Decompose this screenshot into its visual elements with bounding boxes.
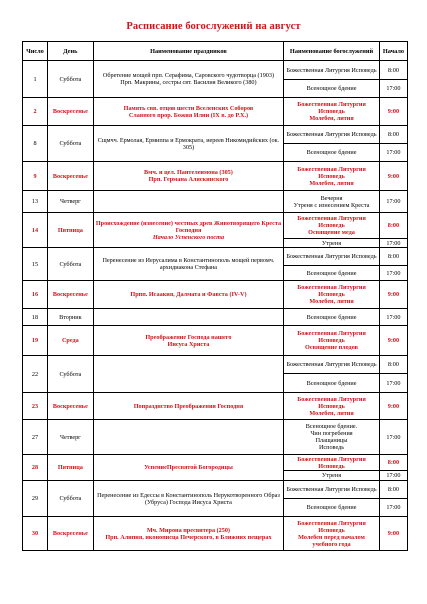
header-num: Число (23, 42, 48, 61)
feast-name (93, 248, 283, 281)
service-name (284, 213, 380, 239)
day-number: 1 (23, 61, 48, 98)
service-name: Божественная Литургия Исповедь (284, 455, 380, 471)
day-number: 29 (23, 481, 48, 517)
service-line: Исповедь (318, 222, 345, 229)
service-time: 17:00 (379, 471, 407, 481)
service-name (284, 326, 380, 356)
weekday: Пятница (47, 455, 93, 481)
day-number: 30 (23, 517, 48, 551)
service-name (284, 517, 380, 551)
service-name: Всенощное бдение (284, 266, 380, 281)
service-time: 9:00 (379, 162, 407, 191)
feast-note: Начало Успенского поста (152, 233, 225, 241)
service-time: 8:00 (379, 481, 407, 499)
service-name: Всенощное бдение (284, 499, 380, 517)
service-time: 8:00 (379, 213, 407, 239)
header-service: Наименование богослужений (284, 42, 380, 61)
table-row (23, 420, 408, 455)
service-time: 17:00 (379, 239, 407, 248)
day-number: 2 (23, 98, 48, 126)
feast-name (93, 455, 283, 481)
service-time: 8:00 (379, 455, 407, 471)
service-line: Божественная Литургия (297, 215, 366, 222)
schedule-table (22, 41, 408, 551)
weekday: Воскресенье (47, 98, 93, 126)
service-line: Исповедь (318, 402, 345, 410)
service-line: Божественная Литургия (297, 330, 366, 337)
table-row (23, 393, 408, 420)
weekday: Воскресенье (47, 162, 93, 191)
feast-line: Преображение Господа нашего (145, 333, 232, 341)
table-row (23, 213, 408, 239)
header-feast: Наименование праздников (93, 42, 283, 61)
service-line: Плащаницы (315, 437, 348, 444)
service-time: 8:00 (379, 61, 407, 80)
feast-name (93, 61, 283, 98)
feast-name (93, 213, 283, 248)
day-number: 23 (23, 393, 48, 420)
service-line: Освящение плодов (305, 344, 358, 351)
feast-name (93, 162, 283, 191)
service-name: Божественная Литургия Исповедь (284, 481, 380, 499)
weekday: Суббота (47, 126, 93, 162)
day-number: 18 (23, 309, 48, 326)
service-time: 9:00 (379, 393, 407, 420)
table-row (23, 517, 408, 551)
weekday: Вторник (47, 309, 93, 326)
service-line: Молебен, лития (309, 115, 354, 122)
feast-line: Вмч. и цел. Пантелеимона (305) (144, 169, 233, 176)
day-number: 14 (23, 213, 48, 248)
header-time: Начало (379, 42, 407, 61)
weekday: Воскресенье (47, 281, 93, 309)
weekday: Суббота (47, 356, 93, 393)
service-time: 17:00 (379, 266, 407, 281)
weekday: Суббота (47, 248, 93, 281)
service-name (284, 281, 380, 309)
day-number: 27 (23, 420, 48, 455)
table-row (23, 309, 408, 326)
service-name: Всенощное бдение (284, 309, 380, 326)
feast-name (93, 393, 283, 420)
table-row (23, 281, 408, 309)
service-time: 9:00 (379, 326, 407, 356)
table-header-row (23, 42, 408, 61)
weekday: Воскресенье (47, 517, 93, 551)
day-number: 16 (23, 281, 48, 309)
service-time: 17:00 (379, 420, 407, 455)
feast-name (93, 420, 283, 455)
table-row (23, 248, 408, 266)
table-row (23, 191, 408, 213)
feast-line: Происхождение (изнесение) честных древ Животворящего Креста Господня (95, 219, 282, 234)
service-line: Исповедь (318, 526, 345, 534)
weekday: Воскресенье (47, 393, 93, 420)
service-line: Божественная Литургия (297, 395, 366, 403)
weekday: Среда (47, 326, 93, 356)
service-line: Божественная Литургия (297, 284, 366, 291)
service-time: 17:00 (379, 80, 407, 98)
table-row (23, 126, 408, 144)
table-row (23, 98, 408, 126)
service-name (284, 162, 380, 191)
service-line: Молебен, лития (309, 179, 354, 187)
service-time: 9:00 (379, 281, 407, 309)
weekday: Суббота (47, 61, 93, 98)
feast-line: Прп. Алипия, иконописца Печерского, в Ближних пещерах (105, 533, 272, 541)
feast-line: Перенесение из Едессы в Константинополь Нерукотворенного Образ (Убруса) Господа Иисуса Христа (97, 491, 280, 506)
service-line: Исповедь (318, 291, 345, 298)
feast-name (93, 326, 283, 356)
feast-line: Попразднство Преображения Господня (133, 402, 244, 410)
service-line: Исповедь (318, 444, 345, 451)
weekday: Пятница (47, 213, 93, 248)
table-row (23, 326, 408, 356)
weekday: Четверг (47, 191, 93, 213)
service-name: Всенощное бдение (284, 144, 380, 162)
service-name: Всенощное бдение (284, 80, 380, 98)
service-name (284, 420, 380, 455)
service-name: Всенощное бдение (284, 374, 380, 393)
page-title: Расписание богослужений на август (126, 21, 301, 32)
service-name (284, 393, 380, 420)
service-name: Утреня (284, 239, 380, 248)
service-time: 17:00 (379, 499, 407, 517)
service-line: Утреня с изнесением Креста (293, 201, 370, 209)
day-number: 8 (23, 126, 48, 162)
service-line: Исповедь (318, 337, 345, 344)
day-number: 9 (23, 162, 48, 191)
day-number: 13 (23, 191, 48, 213)
feast-name (93, 309, 283, 326)
service-time: 8:00 (379, 248, 407, 266)
service-line: Божественная Литургия (297, 101, 366, 108)
service-line: Исповедь (318, 108, 345, 115)
service-line: Божественная Литургия (297, 165, 366, 173)
feast-line: Обретение мощей прп. Серафима, Саровского чудотворца (1903) (102, 72, 275, 79)
service-line: Молебен, лития (309, 298, 354, 305)
service-line: Освящение меда (308, 229, 355, 236)
service-time: 9:00 (379, 517, 407, 551)
service-time: 17:00 (379, 309, 407, 326)
day-number: 28 (23, 455, 48, 481)
service-time: 9:00 (379, 98, 407, 126)
service-line: Божественная Литургия (297, 519, 366, 527)
feast-name (93, 281, 283, 309)
table-row (23, 481, 408, 499)
feast-name (93, 481, 283, 517)
weekday: Суббота (47, 481, 93, 517)
service-time: 17:00 (379, 144, 407, 162)
service-line: Всенощное бдение. (305, 423, 358, 430)
service-time: 8:00 (379, 356, 407, 374)
service-name: Божественная Литургия Исповедь (284, 248, 380, 266)
service-line: Вечерня (320, 194, 343, 202)
service-name: Утреня (284, 471, 380, 481)
service-name: Божественная Литургия Исповедь (284, 126, 380, 144)
feast-line: Мч. Мирона пресвитера (250) (146, 526, 230, 534)
weekday: Четверг (47, 420, 93, 455)
service-name (284, 98, 380, 126)
feast-name (93, 517, 283, 551)
feast-line: Сщмчч. Ермолая, Ермиппа и Ермократа, иереев Никомидийских (ок. 305) (97, 136, 280, 151)
service-time: 17:00 (379, 191, 407, 213)
feast-name (93, 356, 283, 393)
table-row (23, 356, 408, 374)
day-number: 15 (23, 248, 48, 281)
feast-line: УспениеПресвятой Богородицы (144, 464, 233, 471)
feast-line: Славного прор. Божия Илии (IX в. до Р.Х.) (128, 111, 249, 119)
service-line: Молебен, лития (309, 409, 354, 417)
feast-line: Прп. Макрины, сестры свт. Василия Великого (380) (120, 79, 257, 86)
feast-line: Память свв. отцов шести Вселенских Соборов (123, 104, 254, 112)
feast-line: Прп. Германа Аляскинского (148, 176, 229, 183)
feast-line: Иисуса Христа (167, 340, 210, 348)
feast-name (93, 191, 283, 213)
service-time: 17:00 (379, 374, 407, 393)
feast-name (93, 98, 283, 126)
service-name: Божественная Литургия Исповедь (284, 356, 380, 374)
table-row (23, 61, 408, 80)
service-name (284, 191, 380, 213)
feast-line: Перенесение из Иерусалима в Константинополь мощей первомч. архидиакона Стефана (102, 257, 275, 271)
feast-line: Прпп. Исаакия, Далмата и Фавста (IV-V) (130, 291, 247, 298)
table-row (23, 162, 408, 191)
header-day: День (47, 42, 93, 61)
service-line: Молебен перед началом учебного года (298, 533, 365, 548)
service-line: Исповедь (318, 172, 345, 180)
table-row (23, 455, 408, 471)
service-name: Божественная Литургия Исповедь (284, 61, 380, 80)
service-time: 8:00 (379, 126, 407, 144)
day-number: 22 (23, 356, 48, 393)
day-number: 19 (23, 326, 48, 356)
feast-name (93, 126, 283, 162)
service-line: Чин погребения (310, 430, 353, 437)
